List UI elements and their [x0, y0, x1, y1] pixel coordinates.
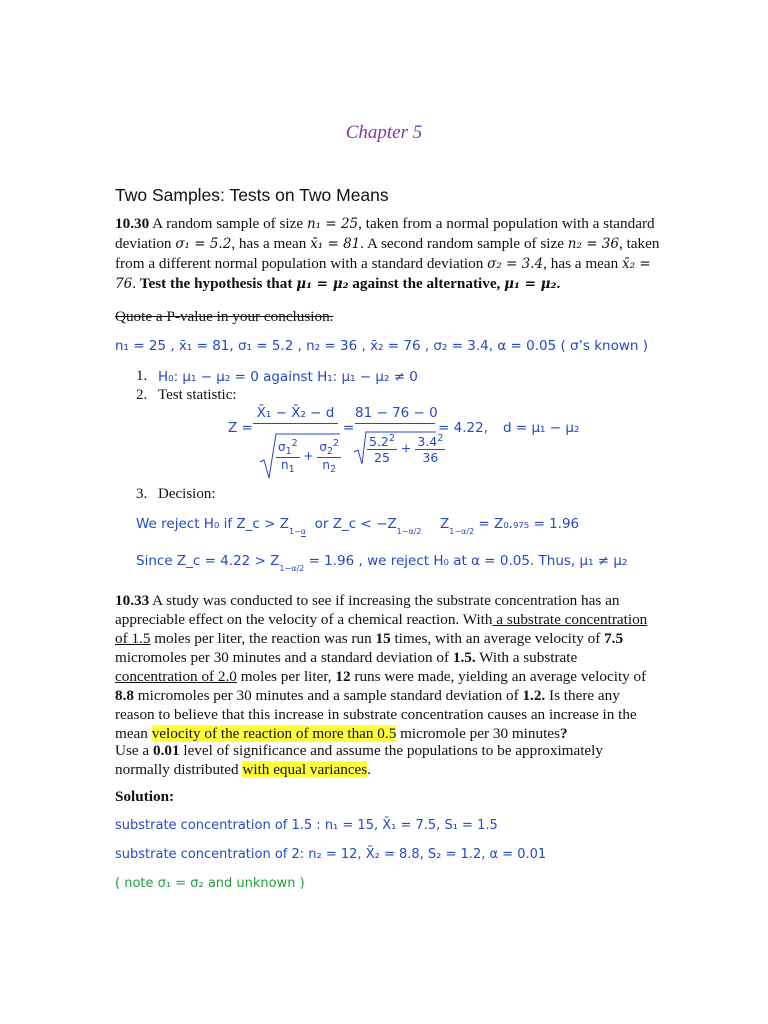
z-lhs: Z =	[228, 420, 253, 436]
problem-10-30: 10.30 A random sample of size n₁ = 25, taken from a normal population with a standard deviation σ₁ = 5.2, has a mean x̄₁ = 81. A second random sample of size n₂ = 36, taken from a different normal population with a standard deviation σ₂ = 3.4, has a mean x̄₂ = 76. Test the hypothesis that μ₁ = μ₂ against the alternative, μ₁ = μ₂.	[115, 215, 660, 292]
given-values: n₁ = 25 , x̄₁ = 81, σ₁ = 5.2 , n₂ = 36 , x̄₂ = 76 , σ₂ = 3.4, α = 0.05 ( σ’s known )	[115, 338, 649, 354]
highlight-velocity: velocity of the reaction of more than 0.5	[151, 725, 397, 742]
solution-sample-2: substrate concentration of 2: n₂ = 12, X̄₂ = 8.8, S₂ = 1.2, α = 0.01	[115, 847, 547, 862]
solution-note: ( note σ₁ = σ₂ and unknown )	[115, 876, 305, 891]
solution-label: Solution:	[115, 788, 175, 805]
solution-sample-1: substrate concentration of 1.5 : n₁ = 15, X̄₁ = 7.5, S₁ = 1.5	[115, 818, 498, 833]
z-result: = 4.22,	[438, 420, 488, 436]
denom-left: $\frac{\sigma_1^2}{n_1}$ + $\frac{\sigma_2^2}{n_2}$	[278, 438, 340, 475]
z-equals: =	[343, 420, 355, 436]
reject-rule: We reject H₀ if Z_c > Z 1−α or Z_c < −Z 1−α/2	[136, 516, 422, 536]
step-2-label: 2.	[136, 387, 148, 403]
critical-value: Z 1−α/2 = Z₀.₉₇₅ = 1.96	[440, 516, 580, 536]
problem-number: 10.30	[115, 215, 150, 232]
step-3-label: 3.	[136, 486, 148, 502]
chapter-title: Chapter 5	[345, 122, 423, 143]
denom-values: $\frac{5.2^2}{25}$ + $\frac{3.4^2}{36}$	[369, 433, 444, 466]
z-numerator: X̄₁ − X̄₂ − d	[253, 405, 338, 424]
problem-number: 10.33	[115, 592, 150, 609]
significance-paragraph: Use a 0.01 level of significance and assume the populations to be approximately normally distributed with equal variances.	[115, 742, 603, 778]
step-1-label: 1.	[136, 368, 148, 384]
step-3-text: Decision:	[158, 486, 216, 502]
highlight-equal-variances: with equal variances	[242, 761, 368, 778]
step-2-text: Test statistic:	[158, 387, 237, 403]
conclusion: Since Z_c = 4.22 > Z 1−α/2 = 1.96 , we reject H₀ at α = 0.05. Thus, μ₁ ≠ μ₂	[136, 553, 628, 573]
section-title: Two Samples: Tests on Two Means	[115, 185, 389, 205]
problem-10-33: 10.33 A study was conducted to see if increasing the substrate concentration has an appreciable effect on the velocity of a chemical reaction. With a substrate concentration of 1.5 moles per liter, the reaction was run 15 times, with an average velocity of 7.5 micromoles per 30 minutes and a standard deviation of 1.5. With a substrate concentration of 2.0 moles per liter, 12 runs were made, yielding an average velocity of 8.8 micromoles per 30 minutes and a sample standard deviation of 1.2. Is there any reason to believe that this increase in substrate concentration causes an increase in the mean velocity of the reaction of more than 0.5 micromole per 30 minutes?	[115, 592, 648, 742]
d-definition: d = μ₁ − μ₂	[503, 420, 580, 436]
hypotheses: H₀: μ₁ − μ₂ = 0 against H₁: μ₁ − μ₂ ≠ 0	[158, 369, 418, 385]
struck-instruction: Quote a P-value in your conclusion.	[115, 308, 334, 325]
z-numerator-values: 81 − 76 − 0	[355, 405, 435, 424]
